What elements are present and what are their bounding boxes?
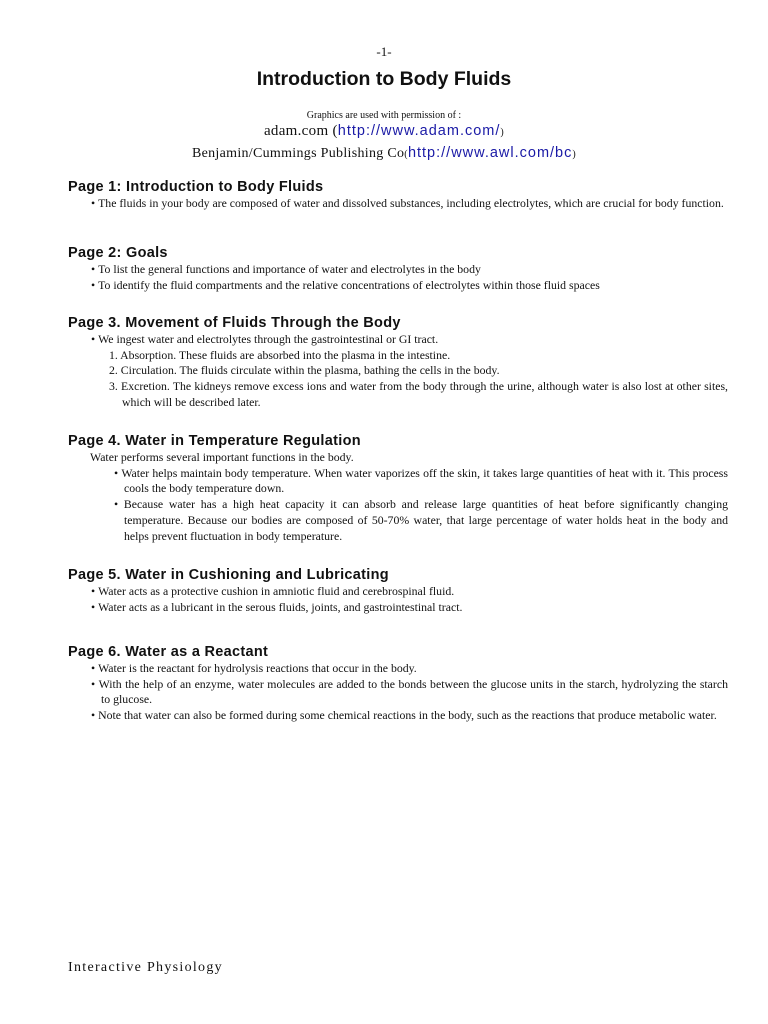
bullet-item: • Water acts as a protective cushion in amniotic fluid and cerebrospinal fluid. — [91, 584, 455, 598]
document-title: Introduction to Body Fluids — [256, 68, 512, 90]
bullet-item: • With the help of an enzyme, water molecules are added to the bonds between the glucose units in the starch, hydrolyzing the starch to glucose. — [91, 676, 728, 707]
bullet-item: • We ingest water and electrolytes through the gastrointestinal or GI tract. — [91, 332, 439, 346]
footer-text: Interactive Physiology — [68, 960, 223, 975]
section-heading: Page 1: Introduction to Body Fluids — [68, 179, 324, 195]
adam-text: adam.com ( — [263, 123, 338, 139]
section-page-3 — [68, 315, 728, 411]
benjamin-credit — [0, 145, 768, 162]
benjamin-close: ) — [572, 149, 577, 160]
adam-link[interactable]: http://www.adam.com/ — [337, 123, 501, 139]
benjamin-link[interactable]: http://www.awl.com/bc — [407, 145, 573, 161]
section-heading: Page 3. Movement of Fluids Through the Body — [68, 315, 401, 331]
numbered-item: 1. Absorption. These fluids are absorbed into the plasma in the intestine. — [109, 347, 451, 362]
benjamin-open: ( — [404, 149, 408, 160]
bullet-item: • Water is the reactant for hydrolysis reactions that occur in the body. — [91, 661, 417, 675]
bullet-item: • Water helps maintain body temperature. When water vaporizes off the skin, it takes large quantities of heat with it. This process cools the body temperature down. — [114, 465, 728, 496]
numbered-item: 2. Circulation. The fluids circulate within the plasma, bathing the cells in the body. — [109, 363, 500, 378]
benjamin-text: Benjamin/Cummings Publishing Co — [191, 146, 405, 161]
section-heading: Page 4. Water in Temperature Regulation — [68, 433, 361, 449]
adam-credit — [0, 123, 768, 140]
section-intro: Water performs several important functions in the body. — [90, 450, 354, 464]
numbered-item: 3. Excretion. The kidneys remove excess ions and water from the body through the urine, although water is also lost at other sites, which will be described later. — [109, 379, 728, 409]
section-page-6 — [68, 644, 728, 724]
page-number: -1- — [376, 44, 392, 59]
bullet-item: • Because water has a high heat capacity it can absorb and release large quantities of heat before significantly changing temperature. Because our bodies are composed of 50-70% water, that large percentage of water holds heat in the body and helps prevent fluctuation in body temperature. — [114, 497, 728, 543]
bullet-item: • The fluids in your body are composed of water and dissolved substances, including electrolytes, which are crucial for body function. — [91, 196, 724, 210]
bullet-item: • Note that water can also be formed during some chemical reactions in the body, such as the reactions that produce metabolic water. — [91, 708, 717, 723]
bullet-item: • To list the general functions and importance of water and electrolytes in the body — [91, 262, 481, 276]
bullet-item: • Water acts as a lubricant in the serous fluids, joints, and gastrointestinal tract. — [91, 599, 463, 614]
section-page-4 — [68, 433, 728, 544]
section-heading: Page 5. Water in Cushioning and Lubricating — [68, 567, 389, 583]
bullet-item: • To identify the fluid compartments and the relative concentrations of electrolytes within those fluid spaces — [91, 277, 600, 292]
section-page-5 — [68, 567, 728, 615]
adam-close: ) — [500, 127, 505, 138]
section-page-1 — [68, 179, 728, 212]
credit-line: Graphics are used with permission of : — [306, 110, 462, 121]
section-heading: Page 2: Goals — [68, 245, 168, 261]
section-page-2 — [68, 245, 728, 293]
section-heading: Page 6. Water as a Reactant — [68, 644, 269, 660]
